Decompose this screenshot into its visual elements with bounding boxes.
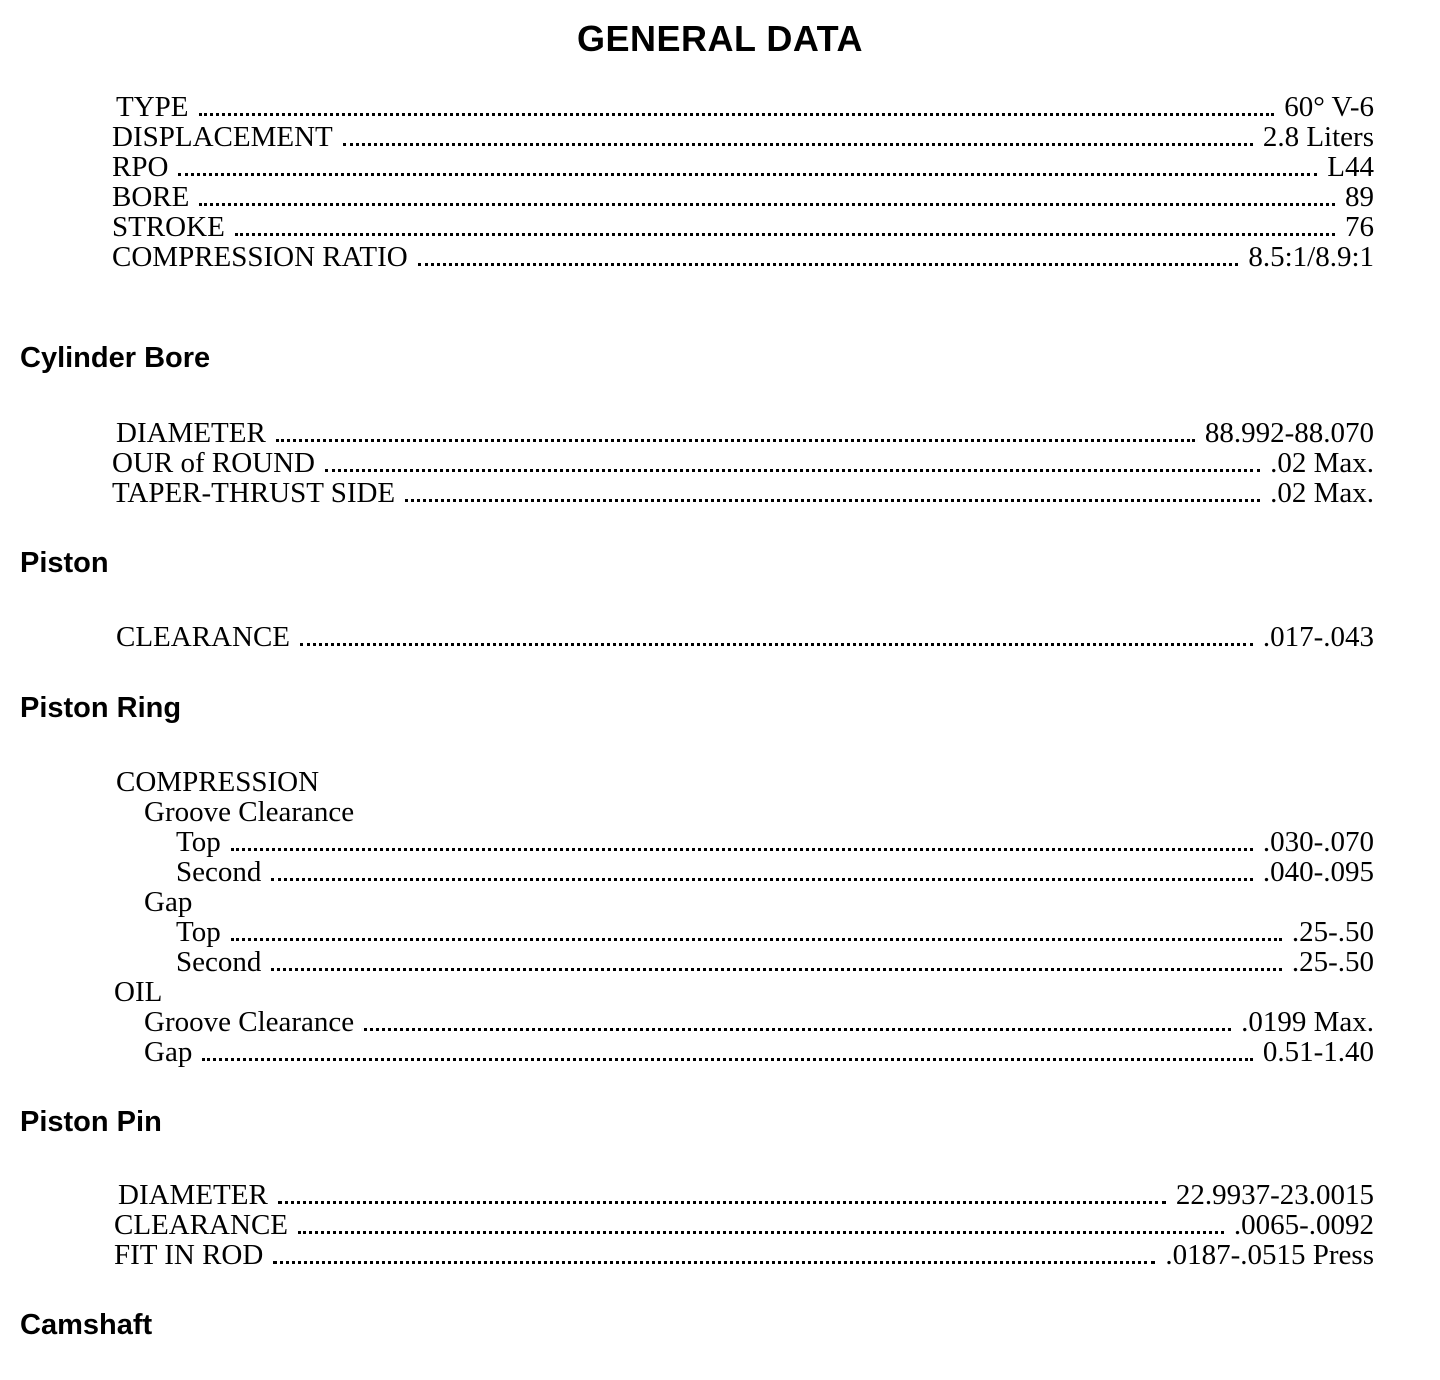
spec-label: Top: [176, 826, 221, 858]
spec-label: DIAMETER: [118, 1179, 268, 1211]
spec-label: OUR of ROUND: [112, 447, 315, 479]
dot-leader: [199, 113, 1275, 116]
dot-leader: [418, 263, 1239, 266]
spec-row-oil-gap: [144, 1037, 1374, 1067]
spec-label: TYPE: [116, 91, 189, 123]
spec-label: BORE: [112, 181, 190, 213]
spec-row-piston-clearance: [116, 622, 1374, 652]
spec-label: TAPER-THRUST SIDE: [112, 477, 396, 509]
spec-value: 76: [1345, 211, 1374, 243]
spec-row-groove-second: [176, 857, 1374, 887]
spec-row-fit-in-rod: [114, 1240, 1374, 1270]
spec-row-groove-top: [176, 827, 1374, 857]
spec-row-out-of-round: [112, 448, 1374, 478]
spec-label: COMPRESSION RATIO: [112, 241, 408, 273]
spec-label: Second: [176, 946, 262, 978]
spec-value: .0199 Max.: [1241, 1006, 1374, 1038]
spec-row-type: [116, 92, 1374, 122]
section-heading-piston-pin: Piston Pin: [20, 1106, 162, 1138]
spec-value: 0.51-1.40: [1262, 1036, 1374, 1068]
spec-row-stroke: [112, 212, 1374, 242]
spec-row-pin-diameter: [118, 1180, 1374, 1210]
spec-value: 8.5:1/8.9:1: [1248, 241, 1374, 273]
spec-label: Second: [176, 856, 262, 888]
spec-label: DIAMETER: [116, 417, 266, 449]
spec-value: 60° V-6: [1284, 91, 1374, 123]
spec-value: .02 Max.: [1270, 477, 1374, 509]
spec-value: 22.9937-23.0015: [1175, 1179, 1374, 1211]
dot-leader: [364, 1028, 1231, 1031]
dot-leader: [276, 439, 1195, 442]
spec-label: CLEARANCE: [116, 621, 290, 653]
section-heading-camshaft: Camshaft: [20, 1309, 153, 1341]
spec-row-taper: [112, 478, 1374, 508]
dot-leader: [202, 1058, 1253, 1061]
spec-label: Groove Clearance: [144, 1006, 355, 1038]
spec-row-rpo: [112, 152, 1374, 182]
oil-label: OIL: [114, 976, 163, 1008]
spec-value: .02 Max.: [1270, 447, 1374, 479]
dot-leader: [271, 878, 1252, 881]
spec-label: CLEARANCE: [114, 1209, 288, 1241]
dot-leader: [231, 938, 1282, 941]
dot-leader: [298, 1231, 1224, 1234]
dot-leader: [278, 1201, 1166, 1204]
spec-row-pin-clearance: [114, 1210, 1374, 1240]
dot-leader: [231, 848, 1253, 851]
spec-row-bore-diameter: [116, 418, 1374, 448]
spec-row-gap-top: [176, 917, 1374, 947]
spec-row-gap-second: [176, 947, 1374, 977]
dot-leader: [235, 233, 1335, 236]
spec-value: .040-.095: [1262, 856, 1374, 888]
spec-value: 89: [1345, 181, 1374, 213]
spec-label: Top: [176, 916, 221, 948]
compression-label: COMPRESSION: [116, 766, 320, 798]
groove-clearance-label: Groove Clearance: [144, 796, 355, 828]
dot-leader: [178, 173, 1317, 176]
spec-row-displacement: [112, 122, 1374, 152]
dot-leader: [273, 1261, 1155, 1264]
spec-row-oil-groove-clearance: [144, 1007, 1374, 1037]
section-heading-cylinder-bore: Cylinder Bore: [20, 342, 211, 374]
spec-label: Gap: [144, 1036, 193, 1068]
dot-leader: [300, 643, 1253, 646]
dot-leader: [271, 968, 1281, 971]
section-heading-piston-ring: Piston Ring: [20, 692, 182, 724]
spec-row-compression-ratio: [112, 242, 1374, 272]
spec-label: FIT IN ROD: [114, 1239, 264, 1271]
spec-value: 88.992-88.070: [1204, 417, 1374, 449]
spec-value: .030-.070: [1262, 826, 1374, 858]
spec-value: 2.8 Liters: [1262, 121, 1374, 153]
dot-leader: [325, 469, 1260, 472]
spec-label: STROKE: [112, 211, 225, 243]
spec-label: RPO: [112, 151, 169, 183]
dot-leader: [343, 143, 1253, 146]
dot-leader: [405, 499, 1260, 502]
gap-label: Gap: [144, 886, 193, 918]
spec-value: L44: [1327, 151, 1374, 183]
section-heading-piston: Piston: [20, 547, 109, 579]
spec-label: DISPLACEMENT: [112, 121, 333, 153]
spec-value: .25-.50: [1291, 916, 1374, 948]
spec-value: .25-.50: [1291, 946, 1374, 978]
spec-row-bore: [112, 182, 1374, 212]
spec-value: .0065-.0092: [1233, 1209, 1374, 1241]
page-title: GENERAL DATA: [576, 18, 863, 59]
spec-value: .0187-.0515 Press: [1165, 1239, 1374, 1271]
dot-leader: [199, 203, 1335, 206]
spec-value: .017-.043: [1262, 621, 1374, 653]
